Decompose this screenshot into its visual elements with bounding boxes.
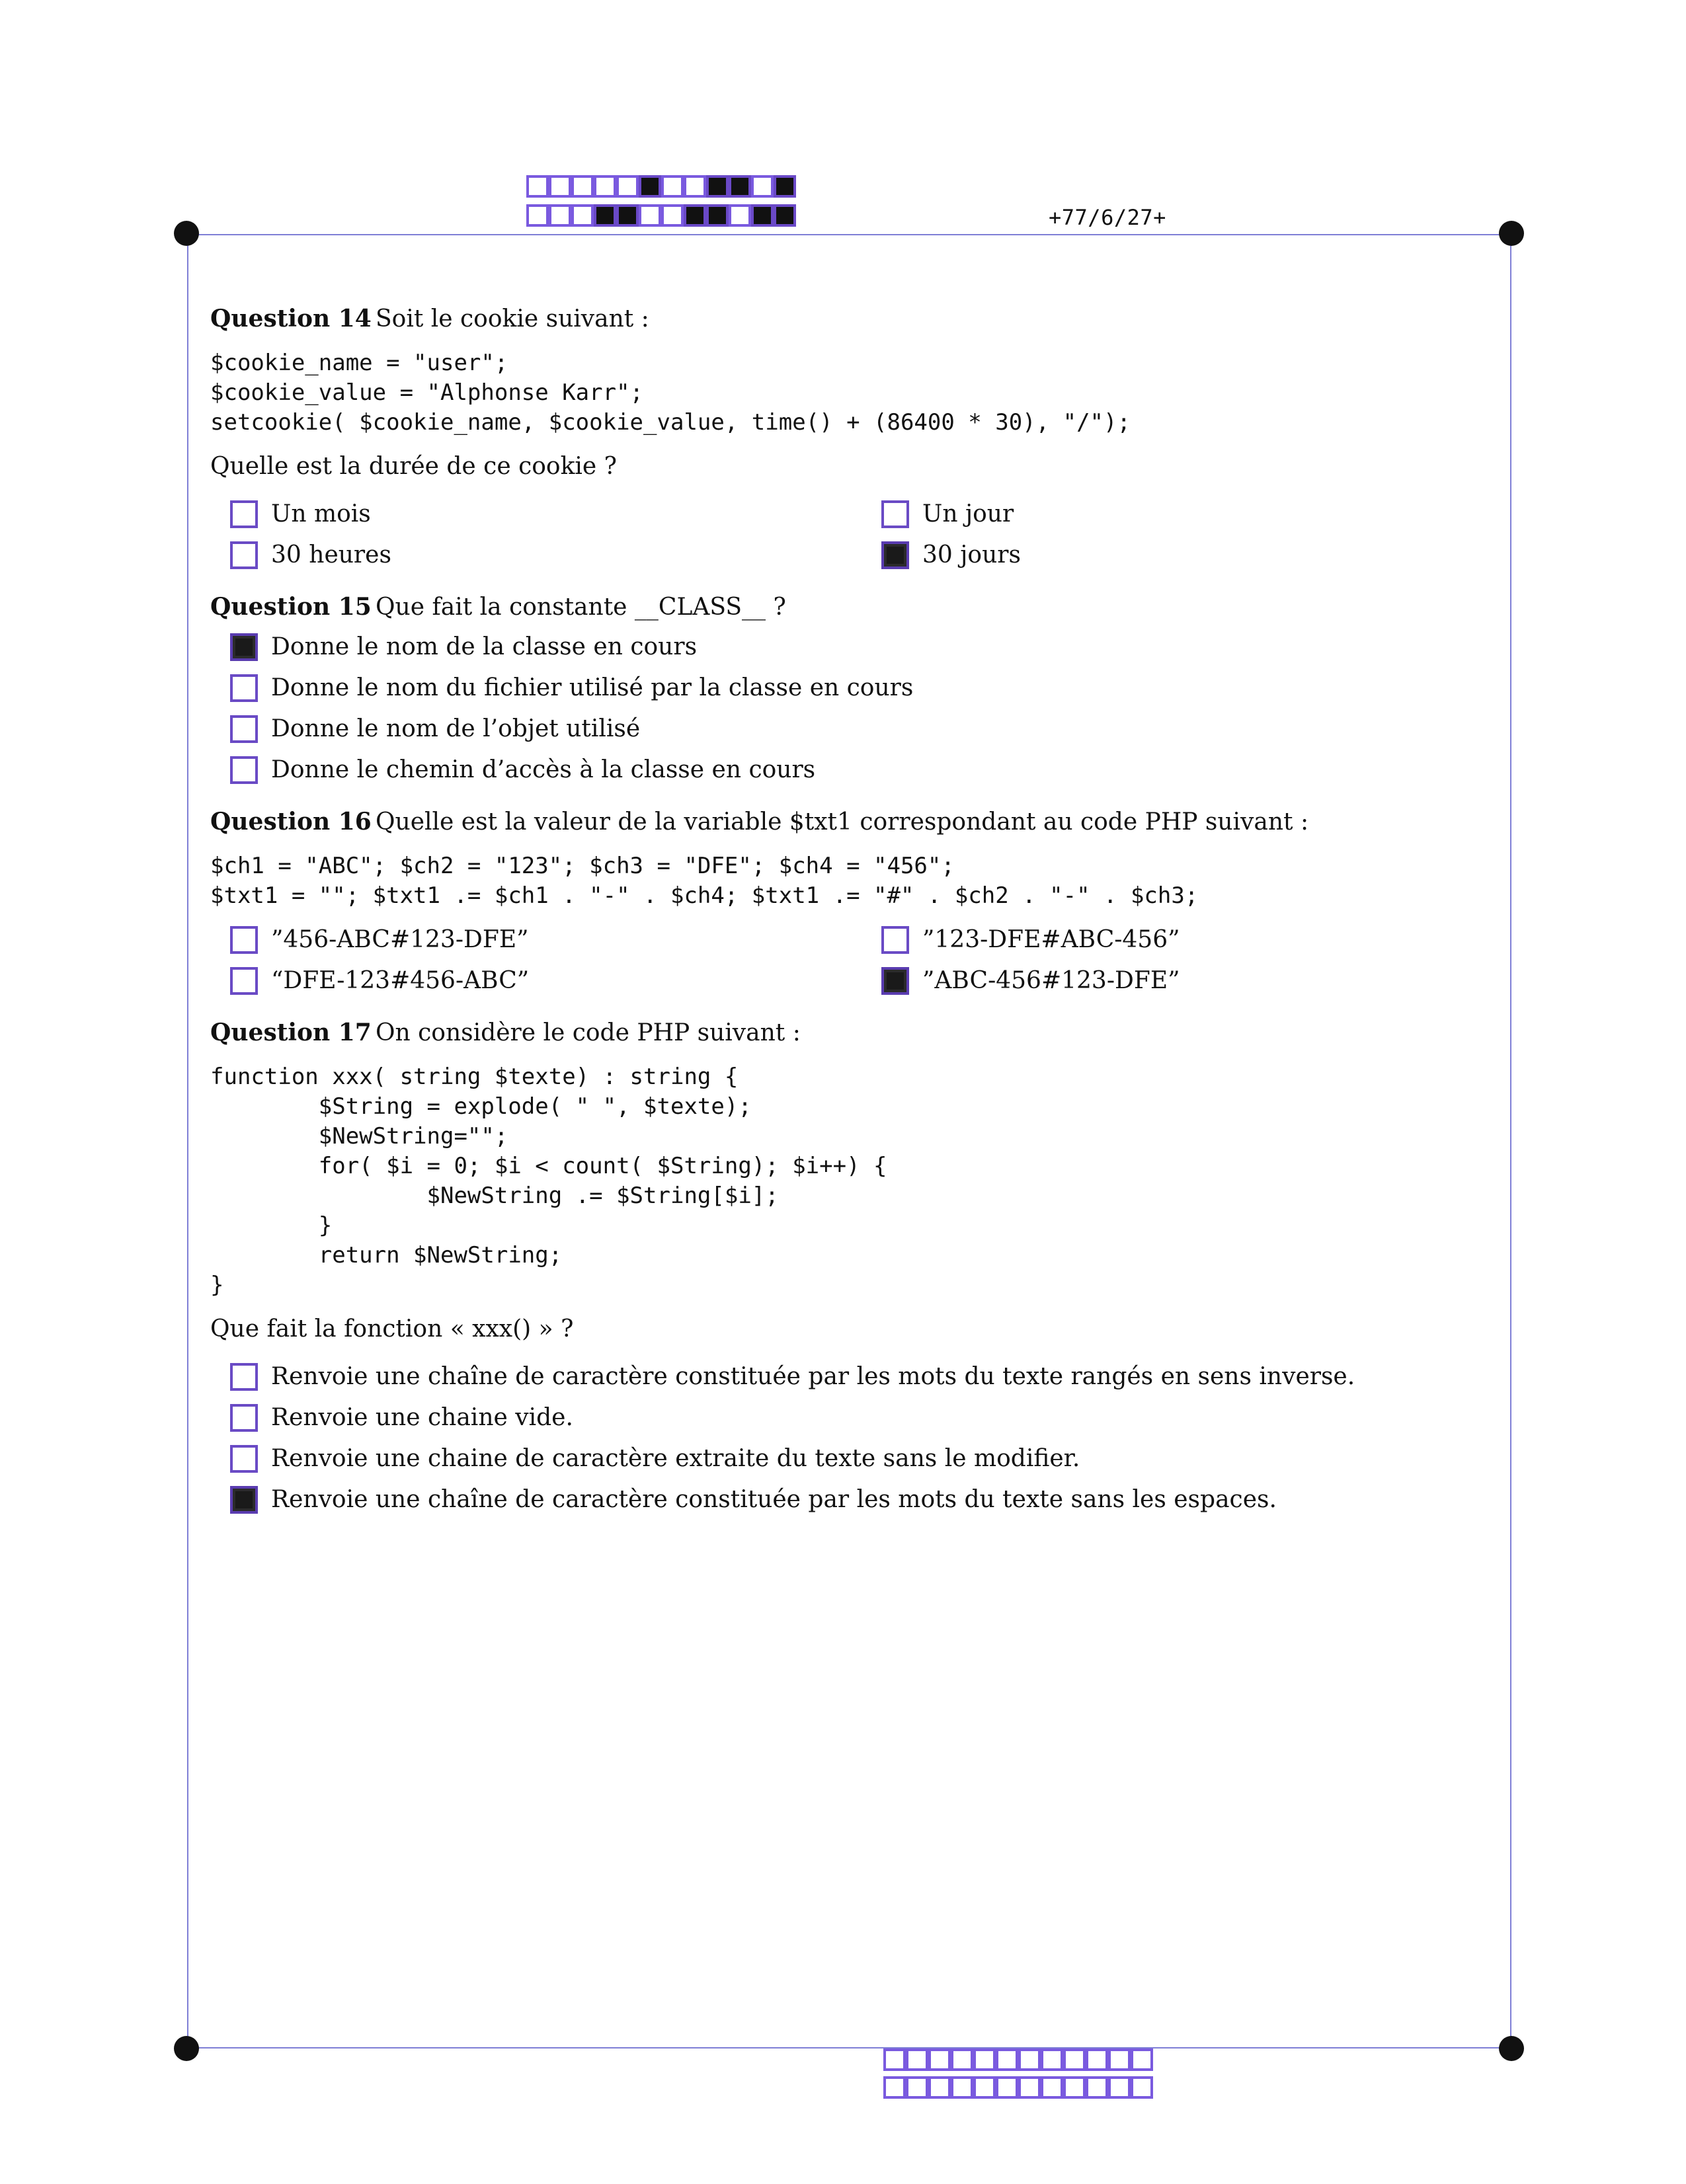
- bottom-code-row-1: [883, 2048, 1153, 2071]
- code-cell-filled: [616, 204, 639, 227]
- answer-option[interactable]: [230, 961, 881, 1001]
- code-cell-empty: [571, 175, 594, 198]
- code-cell-empty: [526, 175, 549, 198]
- question-label: Question 17: [210, 1019, 372, 1046]
- code-cell-filled: [684, 204, 706, 227]
- checked-checkbox[interactable]: [881, 967, 909, 995]
- code-cell-filled: [706, 204, 729, 227]
- code-cell-empty: [906, 2076, 928, 2099]
- code-cell-filled: [774, 204, 796, 227]
- empty-checkbox[interactable]: [881, 926, 909, 954]
- question-header: [210, 299, 1480, 339]
- code-cell-filled: [729, 175, 751, 198]
- code-cell-empty: [594, 175, 616, 198]
- question-text: Quelle est la valeur de la variable $txt1 correspondant au code PHP suivant :: [376, 808, 1309, 836]
- empty-checkbox[interactable]: [230, 926, 258, 954]
- bottom-code-row-2: [883, 2076, 1153, 2099]
- code-snippet: $cookie_name = "user"; $cookie_value = "Alphonse Karr"; setcookie( $cookie_name, $cookie_value, time() + (86400 * 30), "/");: [210, 350, 1131, 436]
- answer-option-label: Donne le chemin d’accès à la classe en cours: [271, 756, 816, 783]
- empty-checkbox[interactable]: [230, 1363, 258, 1391]
- code-cell-empty: [1041, 2048, 1063, 2071]
- answer-option-label: Un jour: [922, 500, 1014, 527]
- empty-checkbox[interactable]: [230, 1445, 258, 1473]
- answer-option[interactable]: [230, 535, 881, 575]
- answer-option-label: ”456-ABC#123-DFE”: [271, 926, 529, 953]
- corner-marker-top-left: [174, 221, 199, 246]
- answer-options: [230, 1357, 1480, 1520]
- answer-options: [230, 627, 1480, 790]
- code-cell-empty: [526, 204, 549, 227]
- empty-checkbox[interactable]: [230, 1404, 258, 1432]
- answer-option[interactable]: [230, 1398, 1480, 1438]
- code-cell-empty: [684, 175, 706, 198]
- question-block: [210, 587, 1480, 790]
- answer-option-label: 30 heures: [271, 541, 391, 568]
- code-cell-empty: [973, 2048, 996, 2071]
- code-cell-filled: [706, 175, 729, 198]
- code-cell-empty: [906, 2048, 928, 2071]
- answer-option-label: 30 jours: [922, 541, 1021, 568]
- question-prompt: Quelle est la durée de ce cookie ?: [210, 453, 617, 480]
- code-cell-empty: [1063, 2048, 1086, 2071]
- answer-option[interactable]: [230, 1357, 1480, 1397]
- question-label: Question 14: [210, 305, 372, 332]
- code-cell-empty: [883, 2048, 906, 2071]
- answer-option-label: Donne le nom du fichier utilisé par la classe en cours: [271, 674, 914, 701]
- top-code-row-2: [526, 204, 796, 227]
- empty-checkbox[interactable]: [230, 674, 258, 702]
- code-cell-empty: [616, 175, 639, 198]
- answer-option[interactable]: [230, 494, 881, 534]
- code-cell-filled: [751, 204, 774, 227]
- answer-option[interactable]: [230, 1480, 1480, 1520]
- code-cell-empty: [1086, 2076, 1108, 2099]
- answer-option[interactable]: [881, 920, 1533, 960]
- answer-options: [230, 494, 1480, 575]
- code-cell-empty: [951, 2076, 973, 2099]
- code-cell-empty: [549, 204, 571, 227]
- code-cell-empty: [639, 204, 661, 227]
- answer-option[interactable]: [230, 627, 1480, 667]
- question-text: On considère le code PHP suivant :: [376, 1019, 801, 1046]
- question-header: [210, 587, 1480, 627]
- code-snippet: $ch1 = "ABC"; $ch2 = "123"; $ch3 = "DFE"; $ch4 = "456"; $txt1 = ""; $txt1 .= $ch1 . "-" . $ch4; $txt1 .= "#" . $ch2 . "-" . $ch3;: [210, 853, 1199, 909]
- question-label: Question 15: [210, 593, 372, 621]
- answer-option-label: “DFE-123#456-ABC”: [271, 967, 530, 994]
- code-cell-empty: [571, 204, 594, 227]
- code-cell-empty: [1041, 2076, 1063, 2099]
- answer-option-label: Renvoie une chaine de caractère extraite du texte sans le modifier.: [271, 1445, 1080, 1472]
- empty-checkbox[interactable]: [230, 541, 258, 569]
- code-cell-empty: [549, 175, 571, 198]
- answer-option-label: Un mois: [271, 500, 371, 527]
- checked-checkbox[interactable]: [230, 1486, 258, 1514]
- code-cell-empty: [1108, 2048, 1131, 2071]
- question-header: [210, 1013, 1480, 1053]
- answer-option[interactable]: [881, 494, 1533, 534]
- answer-option[interactable]: [230, 1439, 1480, 1479]
- question-block: [210, 802, 1480, 1001]
- question-block: [210, 299, 1480, 575]
- checked-checkbox[interactable]: [881, 541, 909, 569]
- code-cell-empty: [883, 2076, 906, 2099]
- answer-option-label: Renvoie une chaîne de caractère constituée par les mots du texte rangés en sens inverse.: [271, 1363, 1355, 1390]
- answer-option-label: ”123-DFE#ABC-456”: [922, 926, 1180, 953]
- empty-checkbox[interactable]: [230, 756, 258, 784]
- empty-checkbox[interactable]: [230, 967, 258, 995]
- corner-marker-bottom-right: [1499, 2036, 1524, 2061]
- checked-checkbox[interactable]: [230, 633, 258, 661]
- code-cell-empty: [1131, 2048, 1153, 2071]
- code-cell-empty: [661, 175, 684, 198]
- answer-option-label: Donne le nom de l’objet utilisé: [271, 715, 641, 742]
- empty-checkbox[interactable]: [230, 715, 258, 743]
- code-cell-empty: [951, 2048, 973, 2071]
- code-cell-empty: [1131, 2076, 1153, 2099]
- code-cell-empty: [729, 204, 751, 227]
- answer-option-label: Donne le nom de la classe en cours: [271, 633, 698, 660]
- code-cell-empty: [996, 2048, 1018, 2071]
- code-cell-empty: [1018, 2076, 1041, 2099]
- code-cell-empty: [928, 2048, 951, 2071]
- code-cell-empty: [1108, 2076, 1131, 2099]
- top-code-row-1: [526, 175, 796, 198]
- answer-option[interactable]: [230, 920, 881, 960]
- code-cell-filled: [594, 204, 616, 227]
- empty-checkbox[interactable]: [881, 500, 909, 528]
- question-header: [210, 802, 1480, 842]
- code-cell-empty: [1063, 2076, 1086, 2099]
- code-cell-empty: [1086, 2048, 1108, 2071]
- answer-option-label: Renvoie une chaîne de caractère constituée par les mots du texte sans les espaces.: [271, 1486, 1277, 1513]
- answer-option[interactable]: [881, 961, 1533, 1001]
- question-text: Que fait la constante __CLASS__ ?: [376, 594, 786, 621]
- code-cell-empty: [928, 2076, 951, 2099]
- corner-marker-top-right: [1499, 221, 1524, 246]
- answer-option[interactable]: [230, 709, 1480, 749]
- questions-container: [210, 299, 1480, 1532]
- question-label: Question 16: [210, 808, 372, 836]
- answer-option-label: Renvoie une chaine vide.: [271, 1404, 573, 1431]
- answer-option[interactable]: [230, 750, 1480, 790]
- answer-options: [230, 920, 1480, 1001]
- code-cell-empty: [996, 2076, 1018, 2099]
- code-snippet: function xxx( string $texte) : string { $String = explode( " ", $texte); $NewString=""; for( $i = 0; $i < count( $String); $i++) { $NewString .= $String[$i]; } return $NewString; }: [210, 1064, 887, 1298]
- question-text: Soit le cookie suivant :: [376, 305, 649, 332]
- empty-checkbox[interactable]: [230, 500, 258, 528]
- code-cell-empty: [973, 2076, 996, 2099]
- question-block: [210, 1013, 1480, 1520]
- answer-option[interactable]: [881, 535, 1533, 575]
- code-cell-filled: [639, 175, 661, 198]
- code-cell-empty: [1018, 2048, 1041, 2071]
- code-cell-filled: [774, 175, 796, 198]
- answer-option-label: ”ABC-456#123-DFE”: [922, 967, 1180, 994]
- code-cell-empty: [751, 175, 774, 198]
- answer-option[interactable]: [230, 668, 1480, 708]
- page-number: +77/6/27+: [1049, 205, 1166, 230]
- question-prompt: Que fait la fonction « xxx() » ?: [210, 1315, 574, 1343]
- corner-marker-bottom-left: [174, 2036, 199, 2061]
- code-cell-empty: [661, 204, 684, 227]
